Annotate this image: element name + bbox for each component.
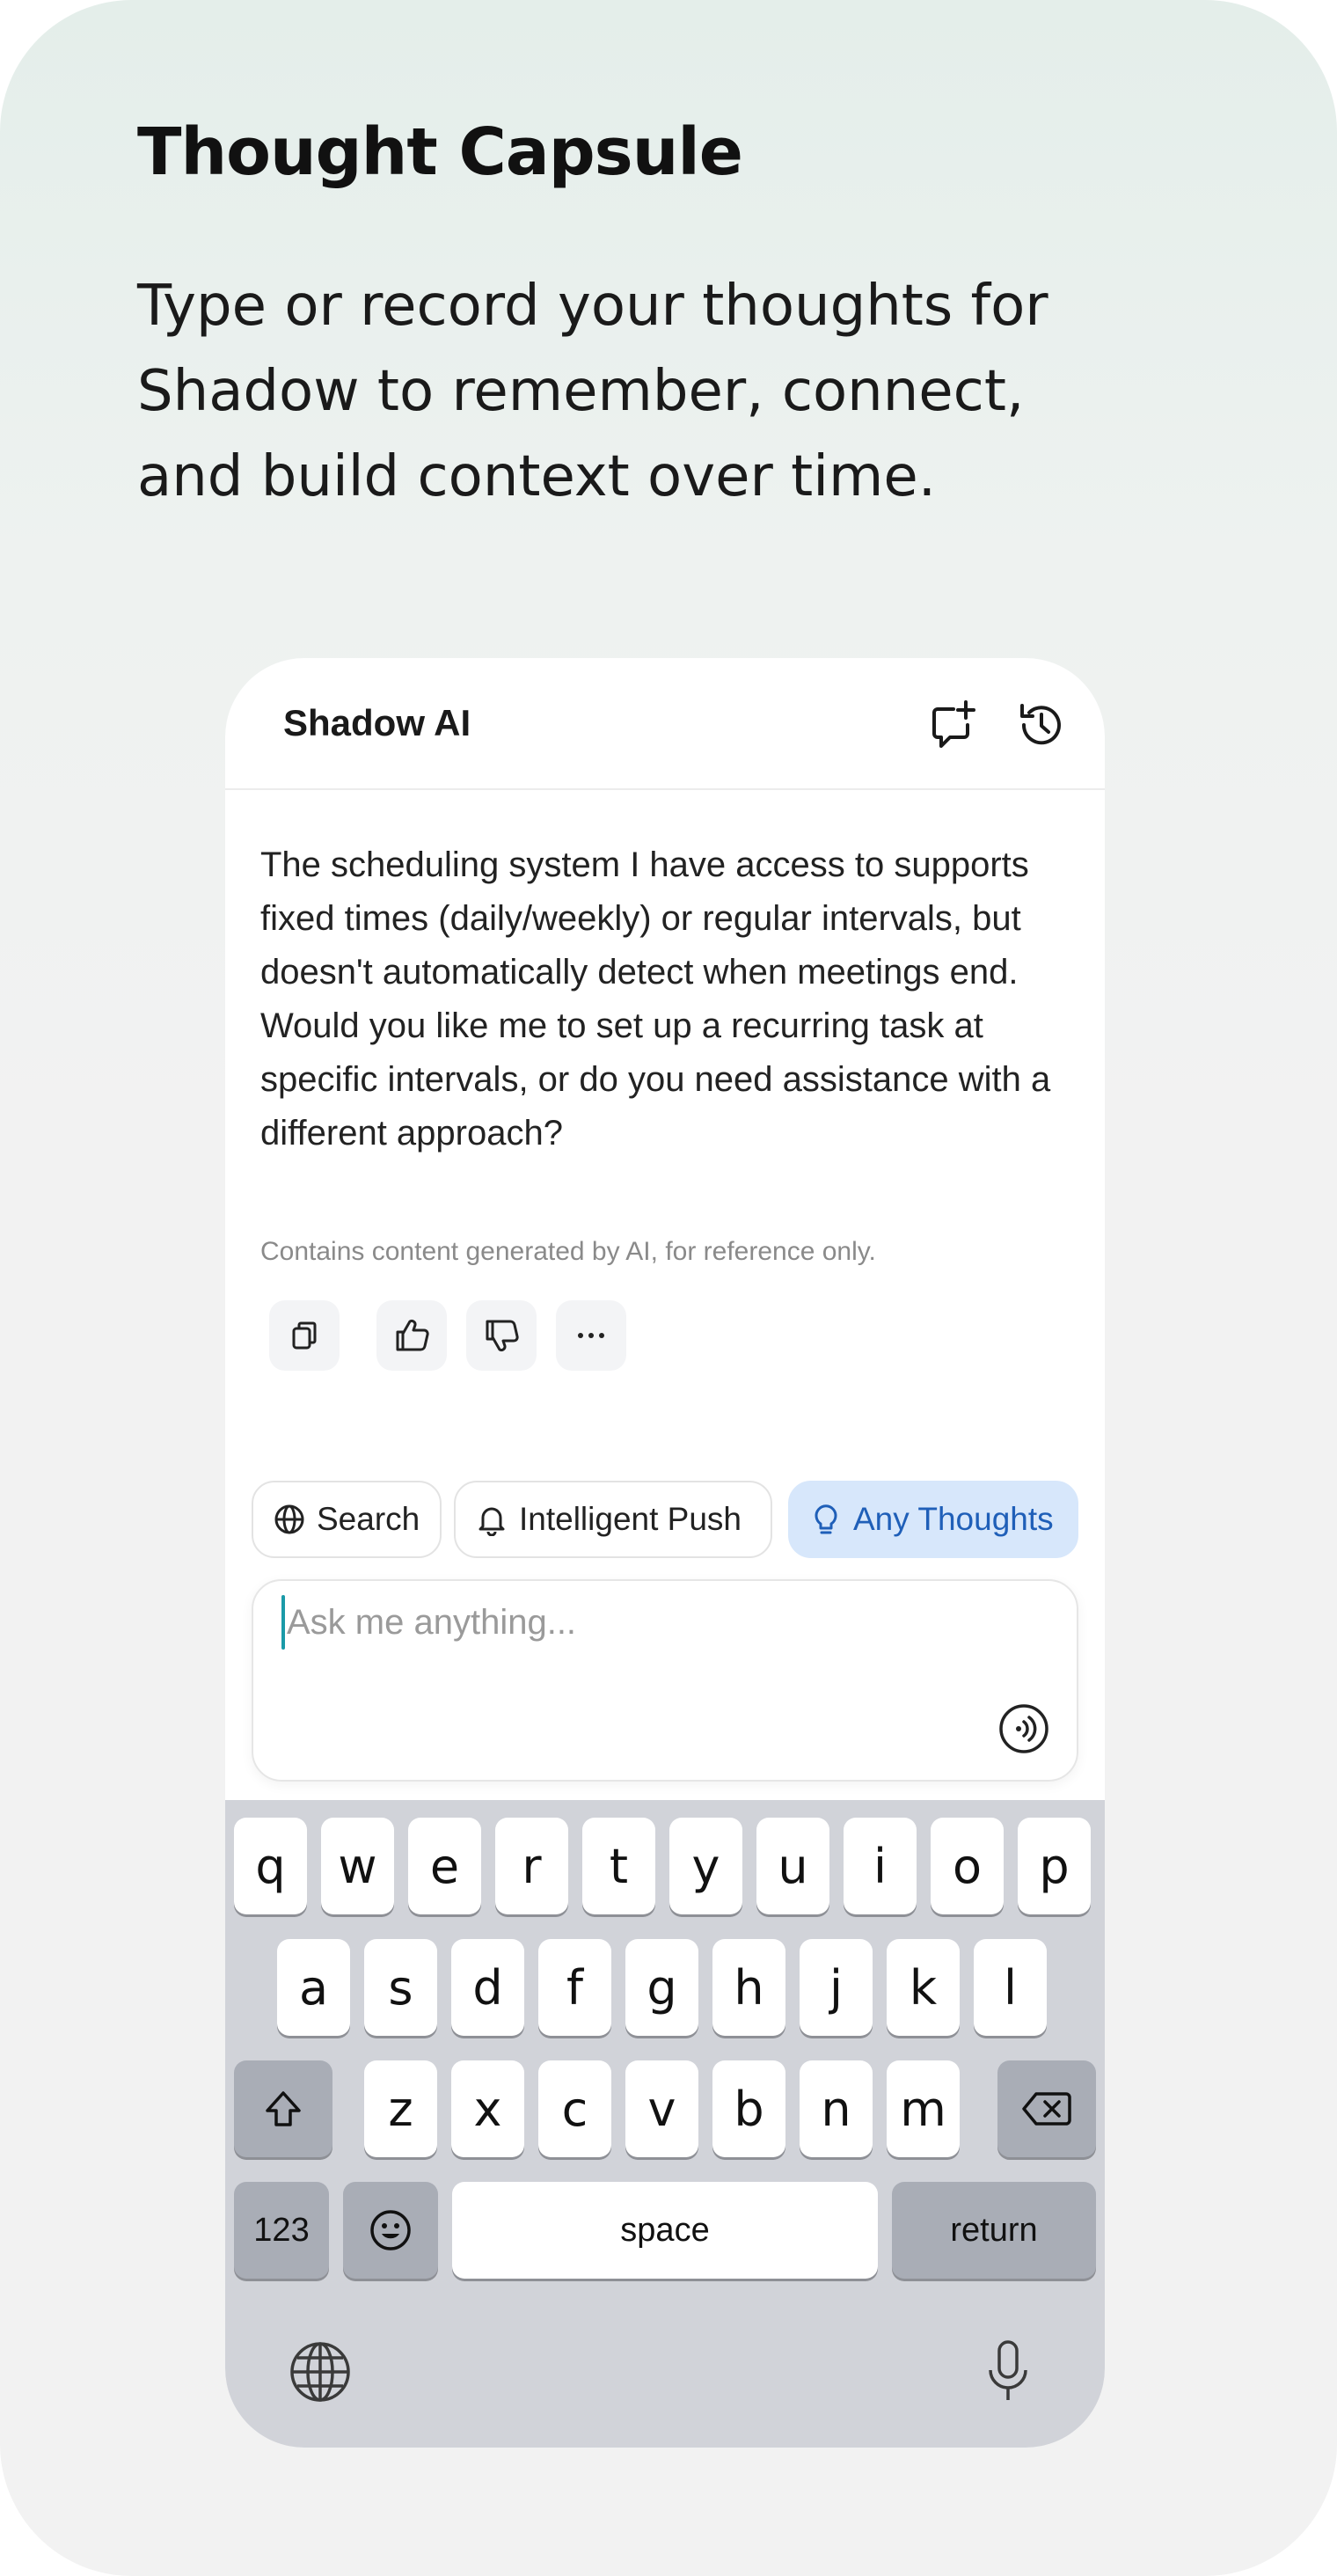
search-chip[interactable] — [252, 1481, 442, 1558]
emoji-key[interactable] — [343, 2182, 438, 2279]
shift-icon — [260, 2086, 306, 2132]
key-z[interactable]: z — [364, 2060, 437, 2157]
key-l[interactable]: l — [974, 1939, 1047, 2036]
globe-keyboard-icon[interactable] — [287, 2338, 354, 2405]
key-t[interactable]: t — [582, 1818, 655, 1914]
key-r[interactable]: r — [495, 1818, 568, 1914]
key-a[interactable]: a — [277, 1939, 350, 2036]
app-header — [225, 658, 1105, 790]
key-q[interactable]: q — [234, 1818, 307, 1914]
new-chat-icon[interactable] — [925, 699, 978, 751]
history-icon[interactable] — [1015, 699, 1068, 751]
key-y[interactable]: y — [669, 1818, 742, 1914]
shift-key[interactable] — [234, 2060, 332, 2157]
key-v[interactable]: v — [625, 2060, 698, 2157]
numbers-key[interactable]: 123 — [234, 2182, 329, 2279]
microphone-icon[interactable] — [975, 2338, 1041, 2405]
key-b[interactable]: b — [712, 2060, 785, 2157]
key-k[interactable]: k — [887, 1939, 960, 2036]
thumbs-down-icon — [482, 1316, 521, 1355]
copy-icon — [287, 1318, 322, 1353]
any-thoughts-chip[interactable] — [788, 1481, 1078, 1558]
lightbulb-icon — [809, 1503, 843, 1536]
bell-icon — [475, 1503, 508, 1536]
voice-input-icon[interactable] — [997, 1702, 1050, 1755]
assistant-message: The scheduling system I have access to supports fixed times (daily/weekly) or regular intervals, but doesn't automatically detect when meetings end. Would you like me to set up a recurring task at specific intervals, or do you need assistance with a different approach? — [260, 845, 1051, 1153]
phone-screen — [225, 658, 1105, 2448]
more-button[interactable] — [556, 1300, 626, 1371]
key-w[interactable]: w — [321, 1818, 394, 1914]
intelligent-push-chip[interactable] — [454, 1481, 772, 1558]
globe-icon — [273, 1503, 306, 1536]
like-button[interactable] — [376, 1300, 447, 1371]
promo-subtitle: Type or record your thoughts for Shadow to remember, connect, and build context over time. — [137, 274, 1048, 509]
search-chip-label: Search — [317, 1501, 420, 1537]
key-p[interactable]: p — [1018, 1818, 1091, 1914]
key-n[interactable]: n — [800, 2060, 873, 2157]
space-key[interactable]: space — [452, 2182, 878, 2279]
backspace-icon — [1020, 2089, 1073, 2129]
ai-disclaimer: Contains content generated by AI, for reference only. — [260, 1237, 876, 1266]
message-composer — [252, 1579, 1078, 1782]
key-u[interactable]: u — [756, 1818, 829, 1914]
key-g[interactable]: g — [625, 1939, 698, 2036]
key-d[interactable]: d — [451, 1939, 524, 2036]
thumbs-up-icon — [392, 1316, 431, 1355]
key-i[interactable]: i — [844, 1818, 917, 1914]
key-o[interactable]: o — [931, 1818, 1004, 1914]
any-thoughts-chip-label: Any Thoughts — [853, 1501, 1054, 1537]
key-c[interactable]: c — [538, 2060, 611, 2157]
key-s[interactable]: s — [364, 1939, 437, 2036]
key-e[interactable]: e — [408, 1818, 481, 1914]
key-h[interactable]: h — [712, 1939, 785, 2036]
key-m[interactable]: m — [887, 2060, 960, 2157]
promo-title: Thought Capsule — [137, 114, 742, 190]
app-title: Shadow AI — [283, 702, 471, 743]
copy-button[interactable] — [269, 1300, 340, 1371]
more-icon — [572, 1316, 610, 1355]
emoji-icon — [368, 2207, 413, 2253]
message-input[interactable] — [280, 1590, 1010, 1655]
delete-key[interactable] — [997, 2060, 1096, 2157]
dislike-button[interactable] — [466, 1300, 537, 1371]
keyboard — [225, 1800, 1105, 2448]
key-j[interactable]: j — [800, 1939, 873, 2036]
intelligent-push-chip-label: Intelligent Push — [519, 1501, 742, 1537]
key-f[interactable]: f — [538, 1939, 611, 2036]
return-key[interactable]: return — [892, 2182, 1096, 2279]
key-x[interactable]: x — [451, 2060, 524, 2157]
